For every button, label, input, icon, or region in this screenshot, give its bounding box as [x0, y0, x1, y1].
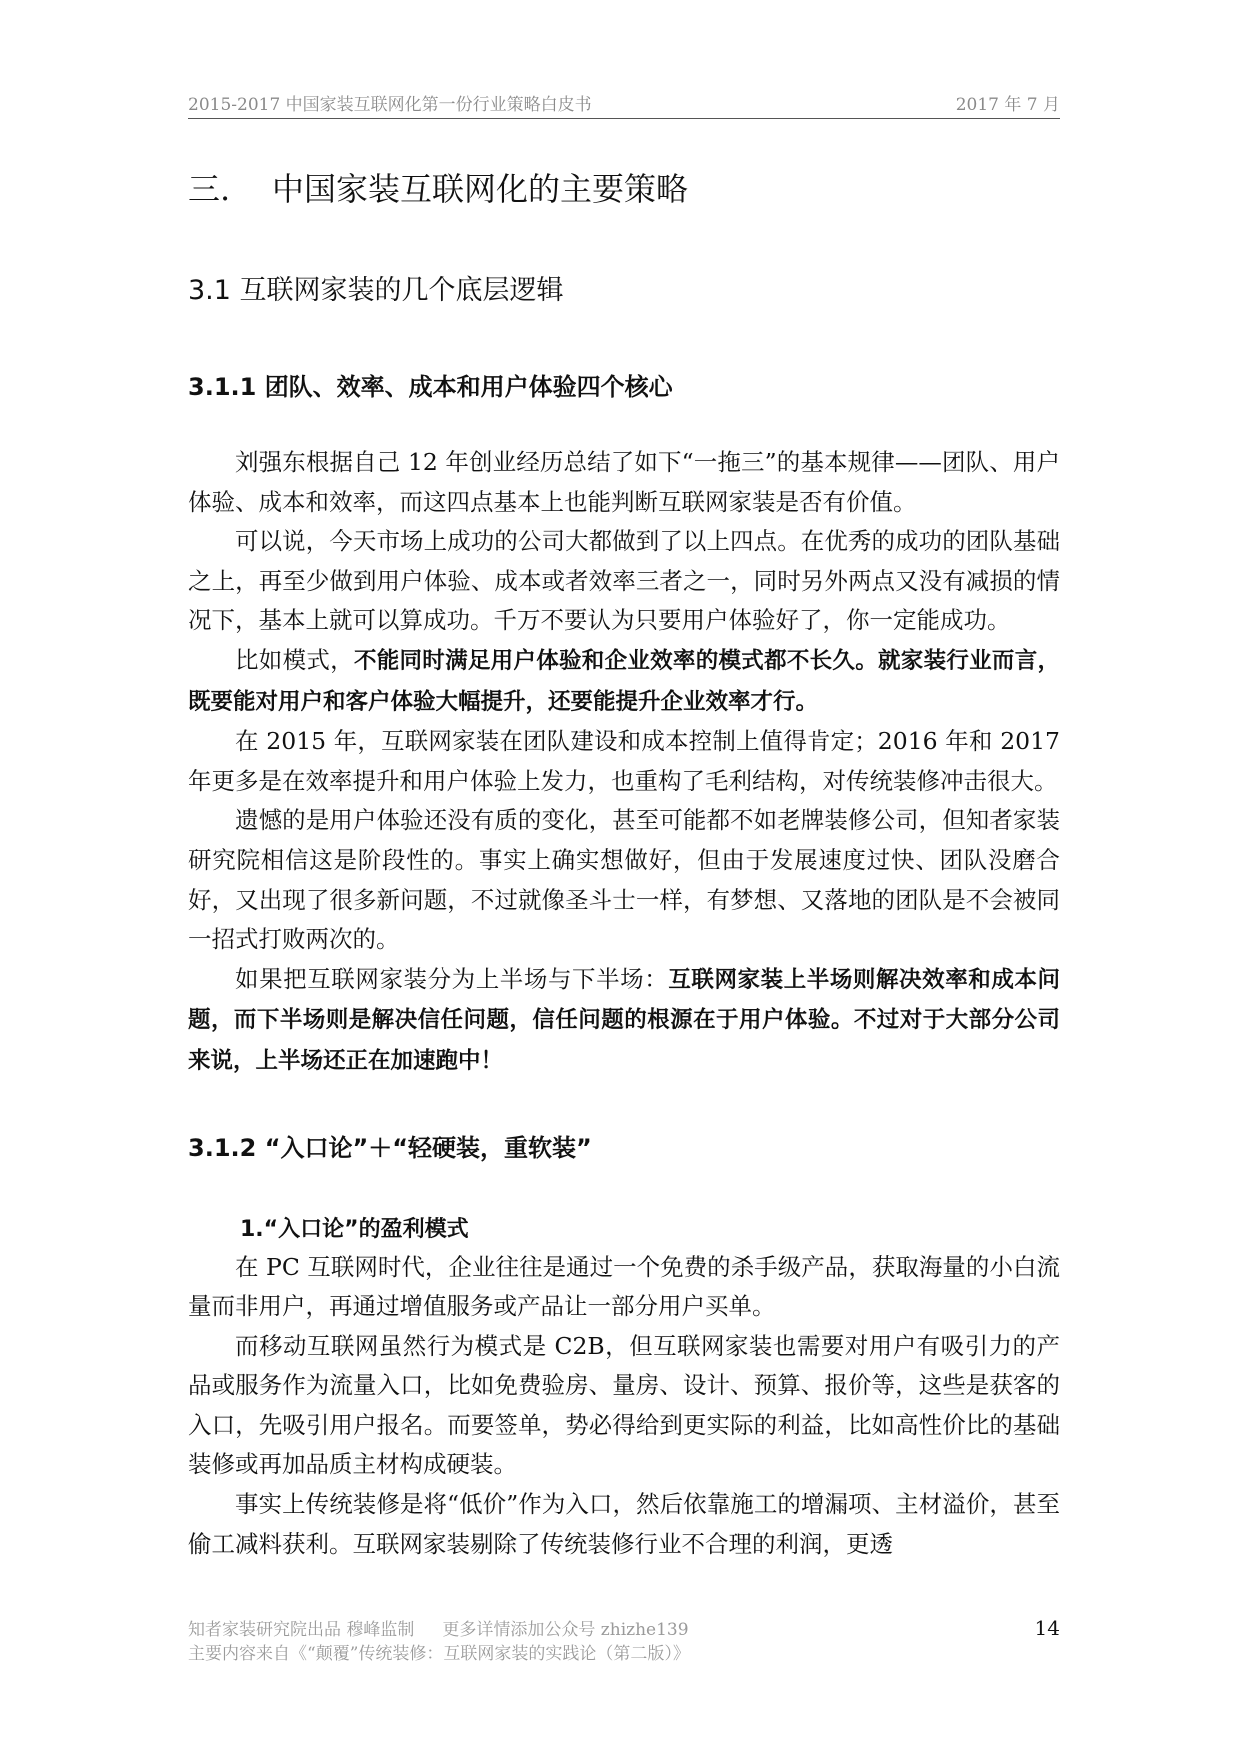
- footer-wechat: 更多详情添加公众号 zhizhe139: [442, 1620, 689, 1640]
- paragraph: [188, 641, 1060, 722]
- chapter-heading: [188, 165, 1060, 213]
- item-heading: 1.“入口论”的盈利模式: [240, 1216, 469, 1242]
- paragraph: 在 PC 互联网时代，企业往往是通过一个免费的杀手级产品，获取海量的小白流量而非用户，再通过增值服务或产品让一部分用户买单。: [188, 1252, 1060, 1321]
- footer-source: 主要内容来自《“颠覆”传统装修：互联网家装的实践论（第二版）》: [188, 1644, 690, 1664]
- paragraph-text: 比如模式，: [235, 645, 354, 674]
- subsection-heading-1: 3.1.1 团队、效率、成本和用户体验四个核心: [188, 373, 673, 401]
- chapter-number: 三.: [188, 170, 231, 208]
- paragraph: 遗憾的是用户体验还没有质的变化，甚至可能都不如老牌装修公司，但知者家装研究院相信这是阶段性的。事实上确实想做好，但由于发展速度过快、团队没磨合好，又出现了很多新问题，不过就像圣斗士一样，有梦想、又落地的团队是不会被同一招式打败两次的。: [188, 806, 1060, 954]
- header-date: 2017 年 7 月: [955, 95, 1060, 115]
- paragraph-bold-text: 互联网家装上半场则解决效率和成本问题，而下半场则是解决信任问题，信任问题的根源在于用户体验。不过对于大部分公司来说，上半场还正在加速跑中！: [188, 966, 1060, 1074]
- subsection-heading-2: 3.1.2 “入口论”＋“轻硬装，重软装”: [188, 1133, 592, 1162]
- running-header: [188, 84, 1060, 119]
- paragraph: 而移动互联网虽然行为模式是 C2B，但互联网家装也需要对用户有吸引力的产品或服务作为流量入口，比如免费验房、量房、设计、预算、报价等，这些是获客的入口，先吸引用户报名。而要签单，势必得给到更实际的利益，比如高性价比的基础装修或再加品质主材构成硬装。: [188, 1331, 1060, 1479]
- paragraph-text: 如果把互联网家装分为上半场与下半场：: [235, 964, 669, 993]
- footer-publisher: 知者家装研究院出品 穆峰监制: [188, 1620, 415, 1640]
- paragraph: 在 2015 年，互联网家装在团队建设和成本控制上值得肯定；2016 年和 2017 年更多是在效率提升和用户体验上发力，也重构了毛利结构，对传统装修冲击很大。: [188, 727, 1060, 795]
- page-number: 14: [1034, 1616, 1060, 1640]
- page-footer: [188, 1618, 1060, 1666]
- paragraph: 可以说，今天市场上成功的公司大都做到了以上四点。在优秀的成功的团队基础之上，再至少做到用户体验、成本或者效率三者之一，同时另外两点又没有减损的情况下，基本上就可以算成功。千万不要认为只要用户体验好了，你一定能成功。: [188, 527, 1060, 635]
- paragraph: 刘强东根据自己 12 年创业经历总结了如下“一拖三”的基本规律——团队、用户体验、成本和效率，而这四点基本上也能判断互联网家装是否有价值。: [188, 448, 1060, 516]
- page-content: [188, 150, 1060, 1564]
- footer-line-1: [188, 1618, 1060, 1642]
- header-title: 2015-2017 中国家装互联网化第一份行业策略白皮书: [188, 95, 592, 115]
- chapter-title: 中国家装互联网化的主要策略: [272, 170, 689, 208]
- section-heading: 3.1 互联网家装的几个底层逻辑: [188, 275, 564, 306]
- paragraph-bold-text: 不能同时满足用户体验和企业效率的模式都不长久。就家装行业而言，既要能对用户和客户体验大幅提升，还要能提升企业效率才行。: [188, 647, 1060, 715]
- paragraph: 事实上传统装修是将“低价”作为入口，然后依靠施工的增漏项、主材溢价，甚至偷工减料获利。互联网家装剔除了传统装修行业不合理的利润，更透: [188, 1490, 1060, 1558]
- paragraph: [188, 960, 1060, 1082]
